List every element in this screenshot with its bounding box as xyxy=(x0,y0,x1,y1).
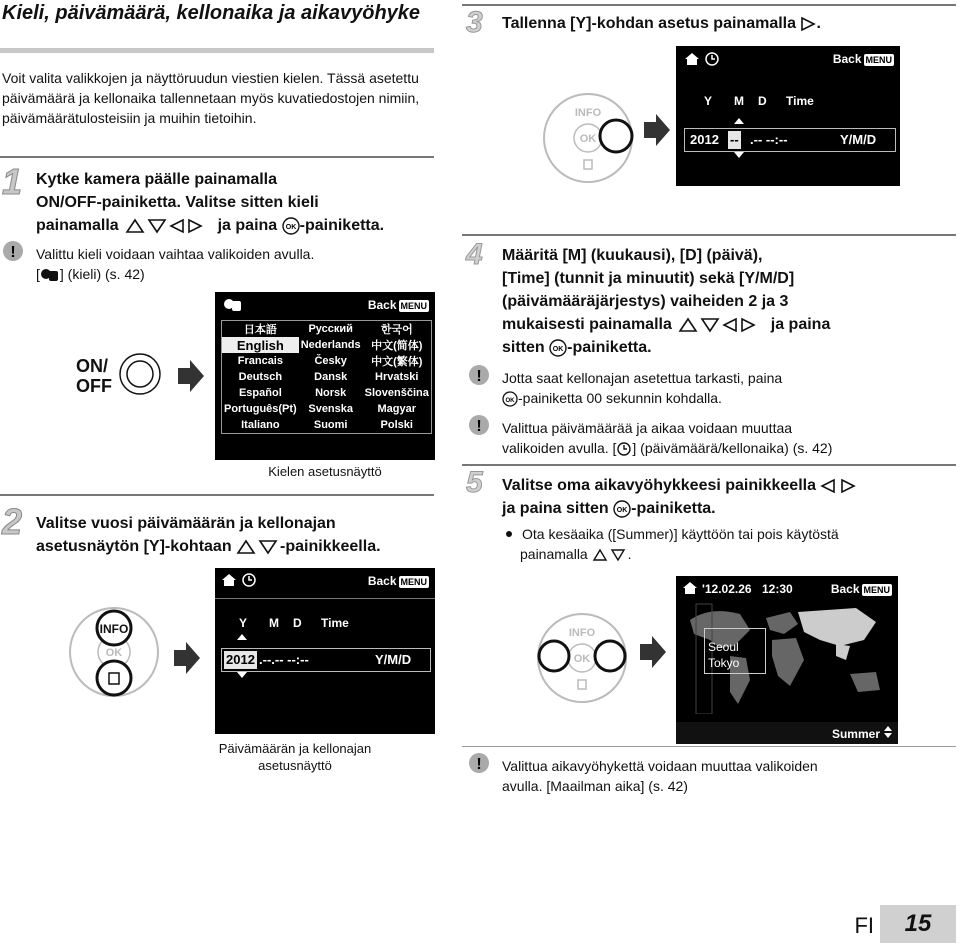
control-dial-icon xyxy=(540,90,636,186)
language-option[interactable]: Русский xyxy=(308,323,353,335)
menu-button-icon: MENU xyxy=(863,585,890,595)
arrows-up-down-left-right-icon xyxy=(676,317,766,333)
language-option[interactable]: Slovenščina xyxy=(364,387,429,399)
date-setting-screen xyxy=(215,568,435,734)
arrow-right-icon xyxy=(172,640,202,676)
svg-text:INFO: INFO xyxy=(99,622,129,636)
control-dial-icon xyxy=(534,610,630,706)
caution-icon xyxy=(468,364,490,386)
step5-bullet: Ota kesäaika ([Summer)] käyttöön tai pois käytöstä painamalla . xyxy=(506,524,952,564)
language-row xyxy=(222,337,431,353)
language-option[interactable]: Česky xyxy=(314,355,347,367)
step-number: 5 xyxy=(466,466,483,499)
language-option[interactable]: Norsk xyxy=(315,387,347,399)
language-code: FI xyxy=(854,913,874,938)
power-button-icon xyxy=(118,352,162,396)
language-row xyxy=(222,353,431,369)
menu-button-icon: MENU xyxy=(400,301,427,311)
step3-heading: Tallenna [Y]-kohdan asetus painamalla . xyxy=(502,15,821,32)
svg-text:!: ! xyxy=(476,368,482,385)
summer-label: Summer xyxy=(831,727,880,741)
language-option[interactable]: Nederlands xyxy=(300,339,361,351)
label-m: M xyxy=(269,616,279,630)
arrows-up-down-icon xyxy=(592,548,628,562)
svg-text:OK: OK xyxy=(616,506,628,514)
home-icon xyxy=(682,581,698,595)
date-time-value: .-- --:-- xyxy=(750,132,788,147)
bullet-icon xyxy=(506,531,512,537)
control-dial-icon xyxy=(66,604,162,700)
ok-button-icon xyxy=(282,217,300,235)
divider xyxy=(0,494,434,496)
language-option[interactable]: 中文(简体) xyxy=(371,340,423,352)
screen-date: '12.02.26 xyxy=(702,582,752,596)
home-icon xyxy=(221,573,237,587)
language-row xyxy=(222,321,431,337)
arrow-right-icon xyxy=(638,634,668,670)
arrows-up-down-icon xyxy=(236,539,280,555)
svg-text:OK: OK xyxy=(579,133,597,145)
svg-text:!: ! xyxy=(476,756,482,773)
back-menu-label: Back MENU xyxy=(830,582,890,596)
month-value: -- xyxy=(730,132,739,147)
label-time: Time xyxy=(321,616,349,630)
language-option[interactable]: Dansk xyxy=(314,371,348,383)
step1-note: Valittu kieli voidaan vaihtaa valikoiden avulla. [ ] (kieli) (s. 42) xyxy=(36,246,315,282)
ok-button-icon xyxy=(613,500,631,518)
home-icon xyxy=(684,52,700,66)
page-number: 15 xyxy=(880,905,956,943)
back-menu-label: Back MENU xyxy=(367,574,427,588)
step4-note1: Jotta saat kellonajan asetettua tarkasti, paina OK -painiketta 00 sekunnin kohdalla. xyxy=(502,370,783,406)
language-option[interactable]: Hrvatski xyxy=(375,371,419,383)
clock-icon xyxy=(704,52,720,66)
svg-text:!: ! xyxy=(476,418,482,435)
ok-button-icon xyxy=(502,391,518,407)
language-option[interactable]: 中文(繁体) xyxy=(371,356,423,368)
svg-text:INFO: INFO xyxy=(574,107,602,119)
label-y: Y xyxy=(704,94,713,108)
language-row xyxy=(222,401,431,417)
clock-icon xyxy=(616,442,632,456)
language-option[interactable]: Polski xyxy=(380,419,413,431)
arrow-right-icon xyxy=(642,112,672,148)
label-d: D xyxy=(293,616,302,630)
label-y: Y xyxy=(239,616,248,630)
svg-text:OK: OK xyxy=(505,398,515,405)
language-option[interactable]: 한국어 xyxy=(380,324,413,336)
divider xyxy=(462,464,956,466)
language-option[interactable]: Magyar xyxy=(377,403,417,415)
date-time-value: .--.-- --:-- xyxy=(259,652,309,667)
back-menu-label: Back MENU xyxy=(832,52,892,66)
intro-text: Voit valita valikkojen ja näyttöruudun viestien kielen. Tässä asetettu päivämäärä ja kellonaika tallennetaan myös kuvatiedostojen nimiin, päivämäärätulosteisiin ja muihin tietoihin. xyxy=(2,70,420,126)
language-option[interactable]: Francais xyxy=(237,355,283,367)
language-option[interactable]: English xyxy=(222,337,299,353)
menu-button-icon: MENU xyxy=(400,577,427,587)
up-arrow-icon xyxy=(734,118,744,124)
date-format: Y/M/D xyxy=(840,132,877,147)
step-number: 2 xyxy=(2,501,23,542)
step2-heading: Valitse vuosi päivämäärän ja kellonajan asetusnäytön [Y]-kohtaan -painikkeella. xyxy=(36,515,381,555)
caution-icon xyxy=(468,414,490,436)
ok-button-icon xyxy=(549,339,567,357)
language-option[interactable]: 日本語 xyxy=(243,324,277,336)
title-underline xyxy=(0,48,434,53)
step-number: 4 xyxy=(466,238,483,271)
up-down-arrows-icon xyxy=(884,726,892,738)
svg-text:INFO: INFO xyxy=(568,627,596,639)
svg-text:!: ! xyxy=(10,244,16,261)
language-icon xyxy=(223,298,243,312)
back-menu-label: Back MENU xyxy=(367,298,427,312)
language-option[interactable]: Español xyxy=(238,387,282,399)
caution-icon xyxy=(2,240,24,262)
language-option[interactable]: Português(Pt) xyxy=(224,403,297,415)
onoff-label: ON/ OFF xyxy=(76,356,112,396)
divider xyxy=(215,598,435,599)
step-number: 1 xyxy=(2,161,23,202)
divider xyxy=(462,4,956,6)
menu-button-icon: MENU xyxy=(865,55,892,65)
arrows-left-right-icon xyxy=(820,478,860,494)
arrow-right-outline-icon xyxy=(800,16,816,32)
svg-text:OK: OK xyxy=(285,223,296,231)
timezone-screen xyxy=(676,576,898,744)
language-icon xyxy=(40,268,60,282)
up-arrow-icon xyxy=(237,634,247,640)
divider xyxy=(0,156,434,158)
date-screen-caption: Päivämäärän ja kellonajan asetusnäyttö xyxy=(218,741,372,773)
city-seoul: Seoul xyxy=(708,640,739,654)
caution-icon xyxy=(468,752,490,774)
arrows-up-down-left-right-icon xyxy=(123,218,213,234)
page-title: Kieli, päivämäärä, kellonaika ja aikavyöhyke xyxy=(2,2,421,24)
step4-heading: Määritä [M] (kuukausi), [D] (päivä), [Time] (tunnit ja minuutit) sekä [Y/M/D] (päivämääräjärjestys) vaiheiden 2 ja 3 mukaisesti painamalla ja paina sitten OK -painiketta. xyxy=(502,247,831,356)
language-screen-caption: Kielen asetusnäyttö xyxy=(268,464,382,479)
language-row xyxy=(222,369,431,385)
bottom-note: Valittua aikavyöhykettä voidaan muuttaa valikoiden avulla. [Maailman aika] (s. 42) xyxy=(502,758,818,794)
svg-text:OK: OK xyxy=(105,647,123,659)
svg-text:OK: OK xyxy=(552,345,564,353)
svg-text:OK: OK xyxy=(573,653,591,665)
down-arrow-icon xyxy=(734,152,744,158)
date-format: Y/M/D xyxy=(375,652,412,667)
language-option[interactable]: Svenska xyxy=(308,403,354,415)
divider xyxy=(462,746,956,747)
clock-icon xyxy=(241,573,257,587)
year-value: 2012 xyxy=(690,132,719,147)
step4-note2: Valittua päivämäärää ja aikaa voidaan muuttaa valikoiden avulla. [ ] (päivämäärä/kellonaika) (s. 42) xyxy=(502,420,833,456)
language-option[interactable]: Deutsch xyxy=(238,371,283,383)
city-tokyo: Tokyo xyxy=(708,656,740,670)
year-value: 2012 xyxy=(226,652,255,667)
language-grid xyxy=(221,320,432,434)
screen-time: 12:30 xyxy=(762,582,793,596)
step1-heading: Kytke kamera päälle painamalla ON/OFF-painiketta. Valitse sitten kieli painamalla ja paina OK -painiketta. xyxy=(36,171,385,234)
step-number: 3 xyxy=(466,6,483,39)
date-setting-screen xyxy=(676,46,900,186)
language-screen xyxy=(215,292,435,460)
down-arrow-icon xyxy=(237,672,247,678)
divider xyxy=(462,234,956,236)
language-row xyxy=(222,417,431,433)
language-option[interactable]: Suomi xyxy=(313,419,348,431)
label-time: Time xyxy=(786,94,814,108)
language-option[interactable]: Italiano xyxy=(241,419,280,431)
label-m: M xyxy=(734,94,744,108)
label-d: D xyxy=(758,94,767,108)
step5-heading: Valitse oma aikavyöhykkeesi painikkeella ja paina sitten OK -painiketta. xyxy=(502,474,952,520)
arrow-right-icon xyxy=(176,358,206,394)
language-row xyxy=(222,385,431,401)
